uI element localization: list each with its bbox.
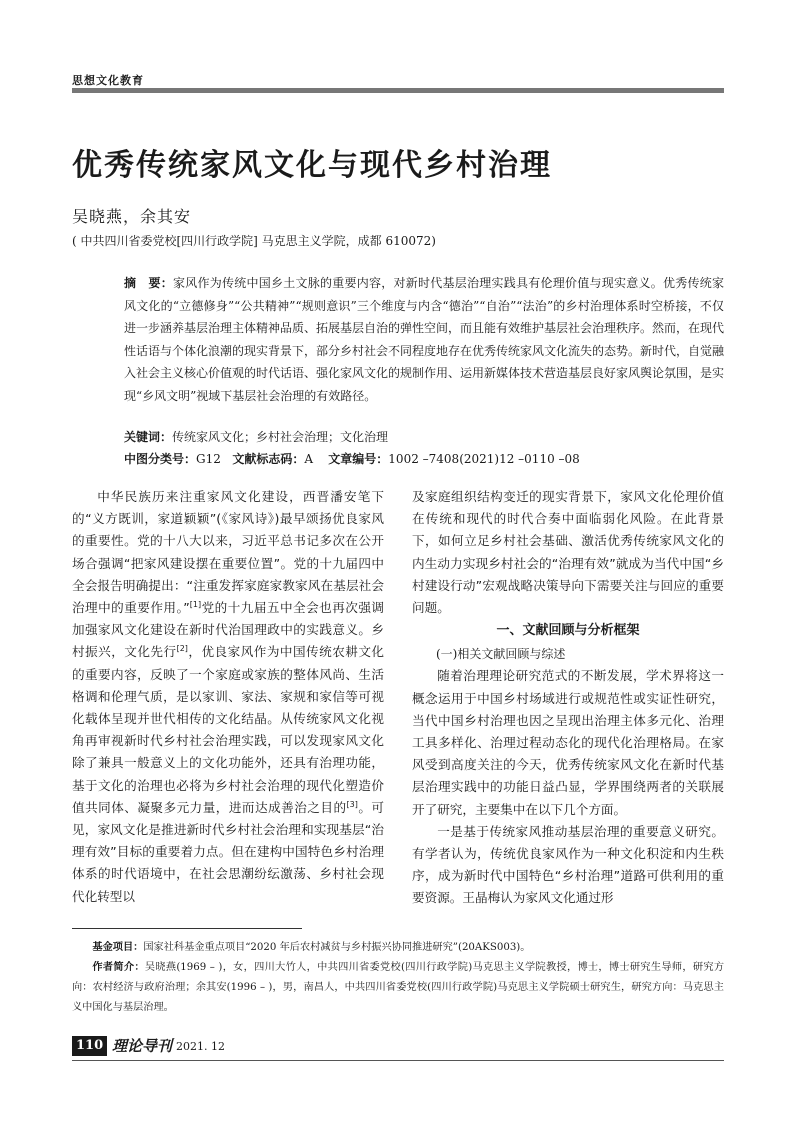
body-paragraph: 一是基于传统家风推动基层治理的重要意义研究。有学者认为，传统优良家风作为一种文化积淀和内生秩序，成为新时代中国特色“乡村治理”道路可供利用的重要资源。王晶梅认为家风文化通过形 (412, 823, 724, 906)
body-paragraph: 中华民族历来注重家风文化建设，西晋潘安笔下的“义方既训，家道颖颖”(《家风诗》)最早颂扬优良家风的重要性。党的十八大以来，习近平总书记多次在公开场合强调“把家风建设摆在重要位置”。党的十九届四中全会报告明确提出：“注重发挥家庭家教家风在基层社会治理中的重要作用。”[1]党的十九届五中全会也再次强调加强家风文化建设在新时代治国理政中的实践意义。乡村振兴，文化先行[2]，优良家风作为中国传统农耕文化的重要内容，反映了一个家庭或家族的整体风尚、生活格调和伦理气质，是以家训、家法、家规和家信等可视化载体呈现并世代相传的文化结晶。从传统家风文化视角再审视新时代乡村社会治理实践，可以发现家风文化除了兼具一般意义上的文化功能外，还具有治理功能，基于文化的治理也必将为乡村社会治理的现代化塑造价值共同体、凝聚多元力量，进而达成善治之目的[3]。可见，家风文化是推进新时代乡村社会治理和实现基层“治理有效”目标的重要着力点。但在建构中国特色乡村治理体系的时代语境中，在社会思潮纷纭激荡、乡村社会现代化转型以 (72, 489, 385, 904)
doc-code-label: 文献标志码： (232, 452, 305, 466)
subsection-heading: (一)相关文献回顾与综述 (436, 647, 566, 662)
section-heading: 一、文献回顾与分析框架 (496, 623, 640, 639)
journal-issue: 2021. 12 (176, 1040, 225, 1053)
footnote-rule (72, 928, 302, 929)
body-right-column (412, 486, 724, 910)
article-no-value: 1002 –7408(2021)12 –0110 –08 (388, 452, 580, 466)
abstract-label: 摘 要： (124, 276, 173, 290)
footnotes (72, 938, 724, 1018)
footer-rule (72, 1060, 724, 1061)
body-paragraph: 及家庭组织结构变迁的现实背景下，家风文化伦理价值在传统和现代的时代合奏中面临弱化风险。在此背景下，如何立足乡村社会基础、激活优秀传统家风文化的内生动力实现乡村社会的“治理有效”就成为当代中国“乡村建设行动”宏观战略决策导向下需要关注与回应的重要问题。 (412, 489, 724, 616)
classification-line (124, 450, 580, 467)
citation-ref: [2] (176, 644, 188, 654)
section-label: 思想文化教育 (72, 74, 144, 87)
keywords (124, 428, 388, 445)
page-number: 110 (72, 1036, 107, 1056)
journal-name: 理论导刊 (112, 1037, 173, 1055)
citation-ref: [3] (346, 799, 358, 809)
citation-ref: [1] (189, 599, 202, 609)
author-bio-note: 作者简介：吴晓燕(1969 – )，女，四川大竹人，中共四川省委党校(四川行政学院)马克思主义学院教授，博士，博士研究生导师，研究方向：农村经济与政府治理；余其安(1996 – )，男，南昌人，中共四川省委党校(四川行政学院)马克思主义学院硕士研究生，研究方向：马克思主义中国化与基层治理。 (72, 962, 725, 1013)
clc-value: G12 (196, 452, 221, 466)
body-paragraph: 随着治理理论研究范式的不断发展，学术界将这一概念运用于中国乡村场域进行或规范性或实证性研究，当代中国乡村治理也因之呈现出治理主体多元化、治理工具多样化、治理过程动态化的现代化治理格局。在家风受到高度关注的今天，优秀传统家风文化在新时代基层治理实践中的功能日益凸显，学界围绕两者的关联展开了研究，主要集中在以下几个方面。 (412, 668, 724, 817)
keywords-text: 传统家风文化；乡村社会治理；文化治理 (172, 430, 389, 444)
body-left-column (72, 486, 384, 908)
doc-code-value: A (304, 452, 314, 466)
header-rule (72, 88, 724, 93)
keywords-label: 关键词： (124, 430, 173, 444)
clc-label: 中图分类号： (124, 452, 197, 466)
funding-note: 基金项目：国家社科基金重点项目“2020 年后农村减贫与乡村振兴协同推进研究”(20AKS003)。 (92, 942, 531, 953)
article-authors: 吴晓燕，余其安 (72, 207, 192, 226)
abstract-text: 家风作为传统中国乡土文脉的重要内容，对新时代基层治理实践具有伦理价值与现实意义。优秀传统家风文化的“立德修身”“公共精神”“规则意识”三个维度与内含“德治”“自治”“法治”的乡村治理体系时空桥接，不仅进一步涵养基层治理主体精神品质、拓展基层自治的弹性空间，而且能有效维护基层社会治理秩序。然而，在现代性话语与个体化浪潮的现实背景下，部分乡村社会不同程度地存在优秀传统家风文化流失的态势。新时代，自觉融入社会主义核心价值观的时代话语、强化家风文化的规制作用、运用新媒体技术营造基层良好家风舆论氛围，是实现“乡风文明”视域下基层社会治理的有效路径。 (124, 276, 725, 403)
article-no-label: 文章编号： (328, 452, 389, 466)
author-affiliation: ( 中共四川省委党校[四川行政学院] 马克思主义学院，成都 610072) (72, 234, 436, 248)
article-title: 优秀传统家风文化与现代乡村治理 (72, 148, 552, 183)
abstract (124, 272, 724, 407)
